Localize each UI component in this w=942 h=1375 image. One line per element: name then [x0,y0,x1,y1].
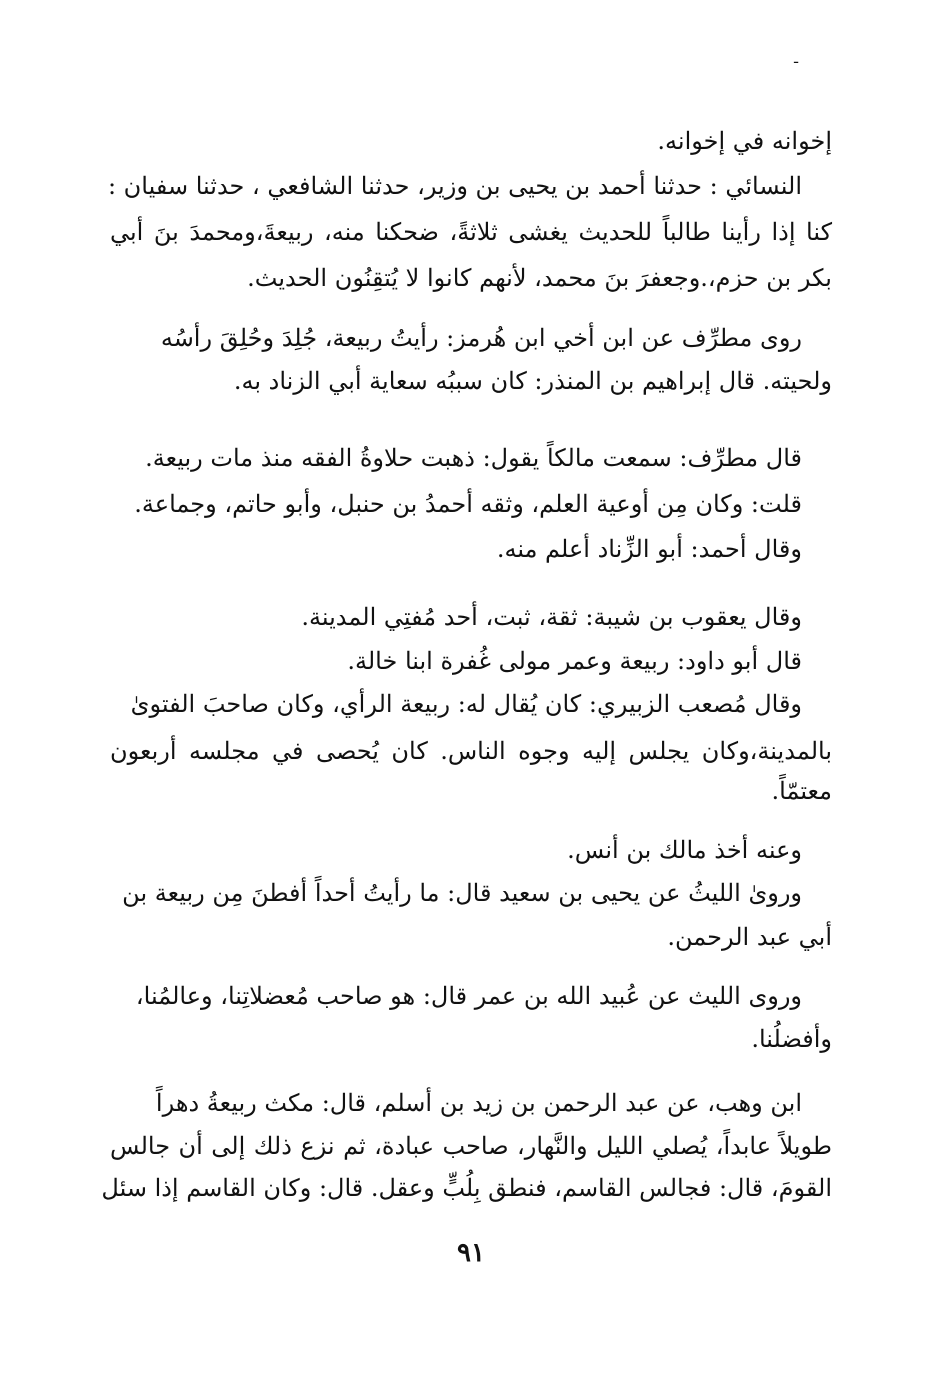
text-line-17: أبي عبد الرحمن. [667,923,832,951]
text-line-13: بالمدينة،وكان يجلس إليه وجوه الناس. كان يُحصى في مجلسه أربعون [110,737,832,765]
stray-mark: ـ [794,51,799,67]
text-line-10: وقال يعقوب بن شيبة: ثقة، ثبت، أحد مُفتِي المدينة. [301,603,802,631]
text-line-18: وروى الليث عن عُبيد الله بن عمر قال: هو صاحب مُعضلاتِنا، وعالمُنا، [135,982,802,1010]
page-number: ٩١ [457,1238,485,1268]
text-line-12: وقال مُصعب الزبيري: كان يُقال له: ربيعة الرأي، وكان صاحبَ الفتوىٰ [130,690,802,718]
text-line-9: وقال أحمد: أبو الزِّناد أعلم منه. [496,535,802,563]
text-line-20: ابن وهب، عن عبد الرحمن بن زيد بن أسلم، قال: مكث ربيعةُ دهراً [155,1089,802,1117]
text-line-4: بكر بن حزم،.وجعفرَ بنَ محمد، لأنهم كانوا لا يُتقِنُون الحديث. [247,264,832,292]
text-line-8: قلت: وكان مِن أوعية العلم، وثقه أحمدُ بن حنبل، وأبو حاتم، وجماعة. [134,490,802,518]
text-line-22: القومَ، قال: فجالس القاسم، فنطق بِلُبٍّ وعقل. قال: وكان القاسم إذا سئل [101,1174,832,1202]
text-line-11: قال أبو داود: ربيعة وعمر مولى غُفرة ابنا خالة. [347,647,802,675]
text-line-19: وأفضلُنا. [751,1025,832,1053]
text-line-2: النسائي : حدثنا أحمد بن يحيى بن وزير، حدثنا الشافعي ، حدثنا سفيان : [107,172,802,200]
text-line-15: وعنه أخذ مالك بن أنس. [567,836,802,864]
text-line-6: ولحيته. قال إبراهيم بن المنذر: كان سببُه سعاية أبي الزناد به. [233,367,832,395]
text-line-16: وروىٰ الليثُ عن يحيى بن سعيد قال: ما رأيتُ أحداً أفطنَ مِن ربيعة بن [122,879,802,907]
text-line-5: روى مطرِّف عن ابن أخي ابن هُرمز: رأيتُ ربيعة، جُلِدَ وحُلِقَ رأسُه [160,324,802,352]
text-line-21: طويلاً عابداً، يُصلي الليل والنَّهار، صاحب عبادة، ثم نزع ذلك إلى أن جالس [110,1132,832,1160]
text-line-3: كنا إذا رأينا طالباً للحديث يغشى ثلاثةً، ضحكنا منه، ربيعةَ،ومحمدَ بنَ أبي [110,218,832,246]
text-line-1: إخوانه في إخوانه. [657,127,832,155]
text-line-7: قال مطرِّف: سمعت مالكاً يقول: ذهبت حلاوةُ الفقه منذ مات ربيعة. [145,444,802,472]
text-line-14: معتمّاً. [771,777,832,805]
